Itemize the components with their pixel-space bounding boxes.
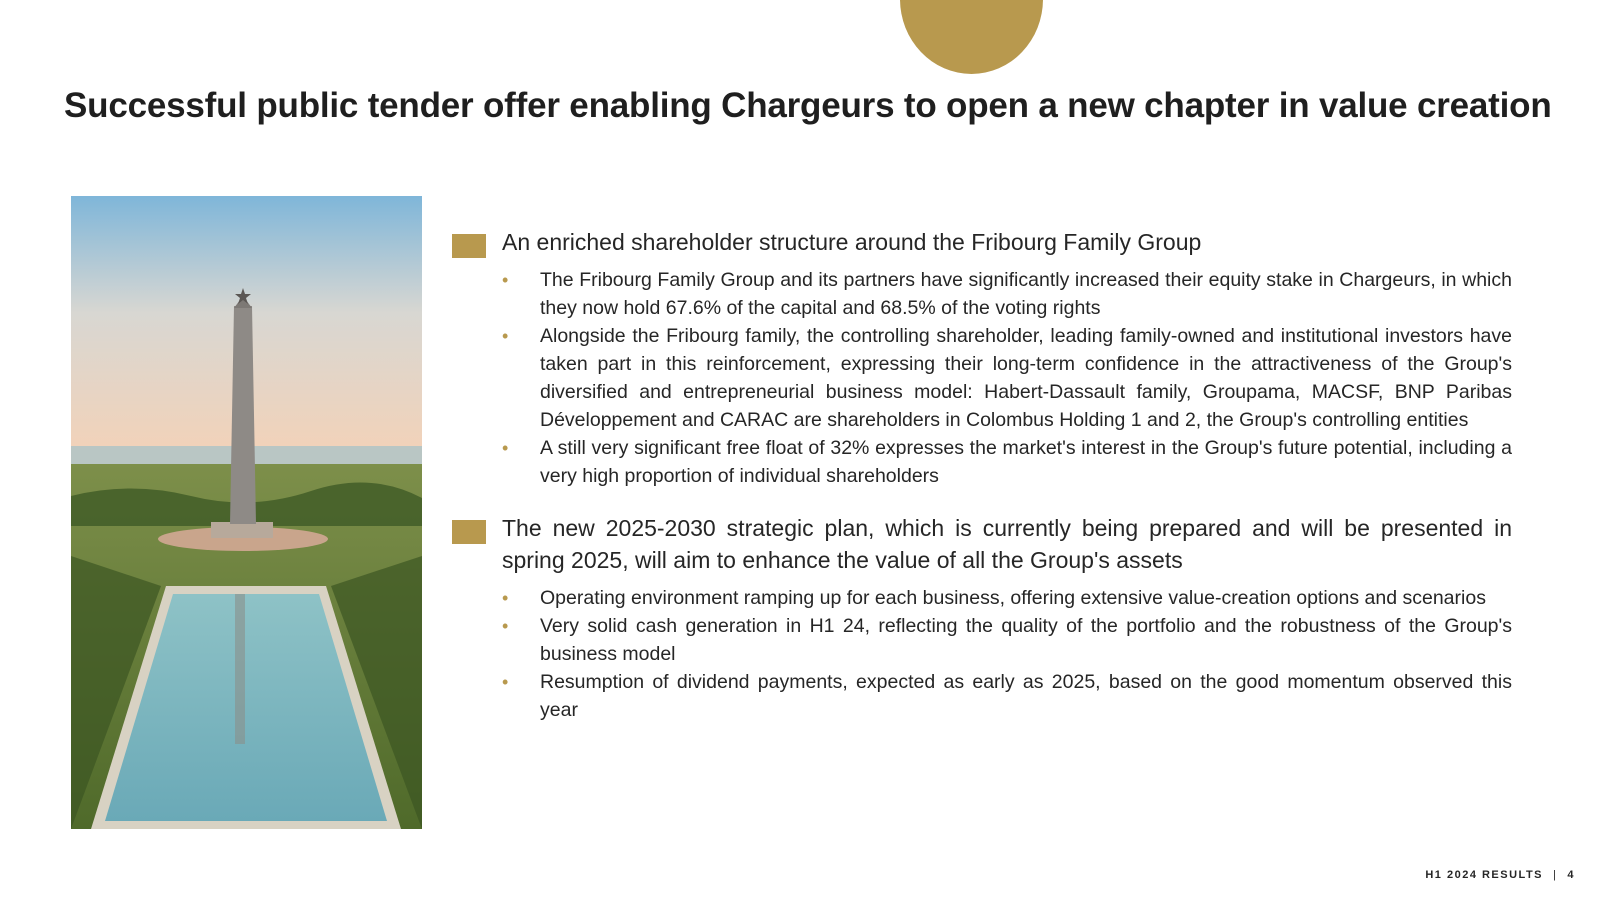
page-number: 4 <box>1567 869 1575 881</box>
slide-title: Successful public tender offer enabling Chargeurs to open a new chapter in value creation <box>64 86 1552 125</box>
list-item: • Operating environment ramping up for each business, offering extensive value-creation options and scenarios <box>502 584 1512 612</box>
bullet-list <box>452 584 1512 724</box>
section-heading-row <box>452 226 1512 258</box>
section-heading-row <box>452 512 1512 576</box>
bullet-list <box>452 266 1512 490</box>
list-item: • Very solid cash generation in H1 24, reflecting the quality of the portfolio and the robustness of the Group's business model <box>502 612 1512 668</box>
decorative-gold-circle <box>900 0 1043 74</box>
section-heading: An enriched shareholder structure around the Fribourg Family Group <box>502 229 1202 255</box>
footer-label: H1 2024 RESULTS <box>1425 869 1544 881</box>
section-shareholder-structure <box>452 226 1512 490</box>
content-area <box>452 226 1512 746</box>
slide-footer <box>1425 869 1575 881</box>
monument-photo <box>71 196 422 829</box>
list-item: • Alongside the Fribourg family, the controlling shareholder, leading family-owned and institutional investors have taken part in this reinforcement, expressing their long-term confidence in the attractiveness of the Group's diversified and entrepreneurial business model: Habert-Dassault family, Groupama, MACSF, BNP Paribas Développement and CARAC are shareholders in Colombus Holding 1 and 2, the Group's controlling entities <box>502 322 1512 434</box>
gold-square-icon <box>452 234 486 258</box>
monument-photo-illustration <box>71 196 422 829</box>
list-item: • A still very significant free float of 32% expresses the market's interest in the Group's future potential, including a very high proportion of individual shareholders <box>502 434 1512 490</box>
gold-square-icon <box>452 520 486 544</box>
list-item: • Resumption of dividend payments, expected as early as 2025, based on the good momentum observed this year <box>502 668 1512 724</box>
footer-separator: | <box>1553 869 1558 881</box>
section-heading: The new 2025-2030 strategic plan, which is currently being prepared and will be presented in spring 2025, will aim to enhance the value of all the Group's assets <box>502 515 1512 573</box>
section-strategic-plan <box>452 512 1512 724</box>
list-item: • The Fribourg Family Group and its partners have significantly increased their equity stake in Chargeurs, in which they now hold 67.6% of the capital and 68.5% of the voting rights <box>502 266 1512 322</box>
